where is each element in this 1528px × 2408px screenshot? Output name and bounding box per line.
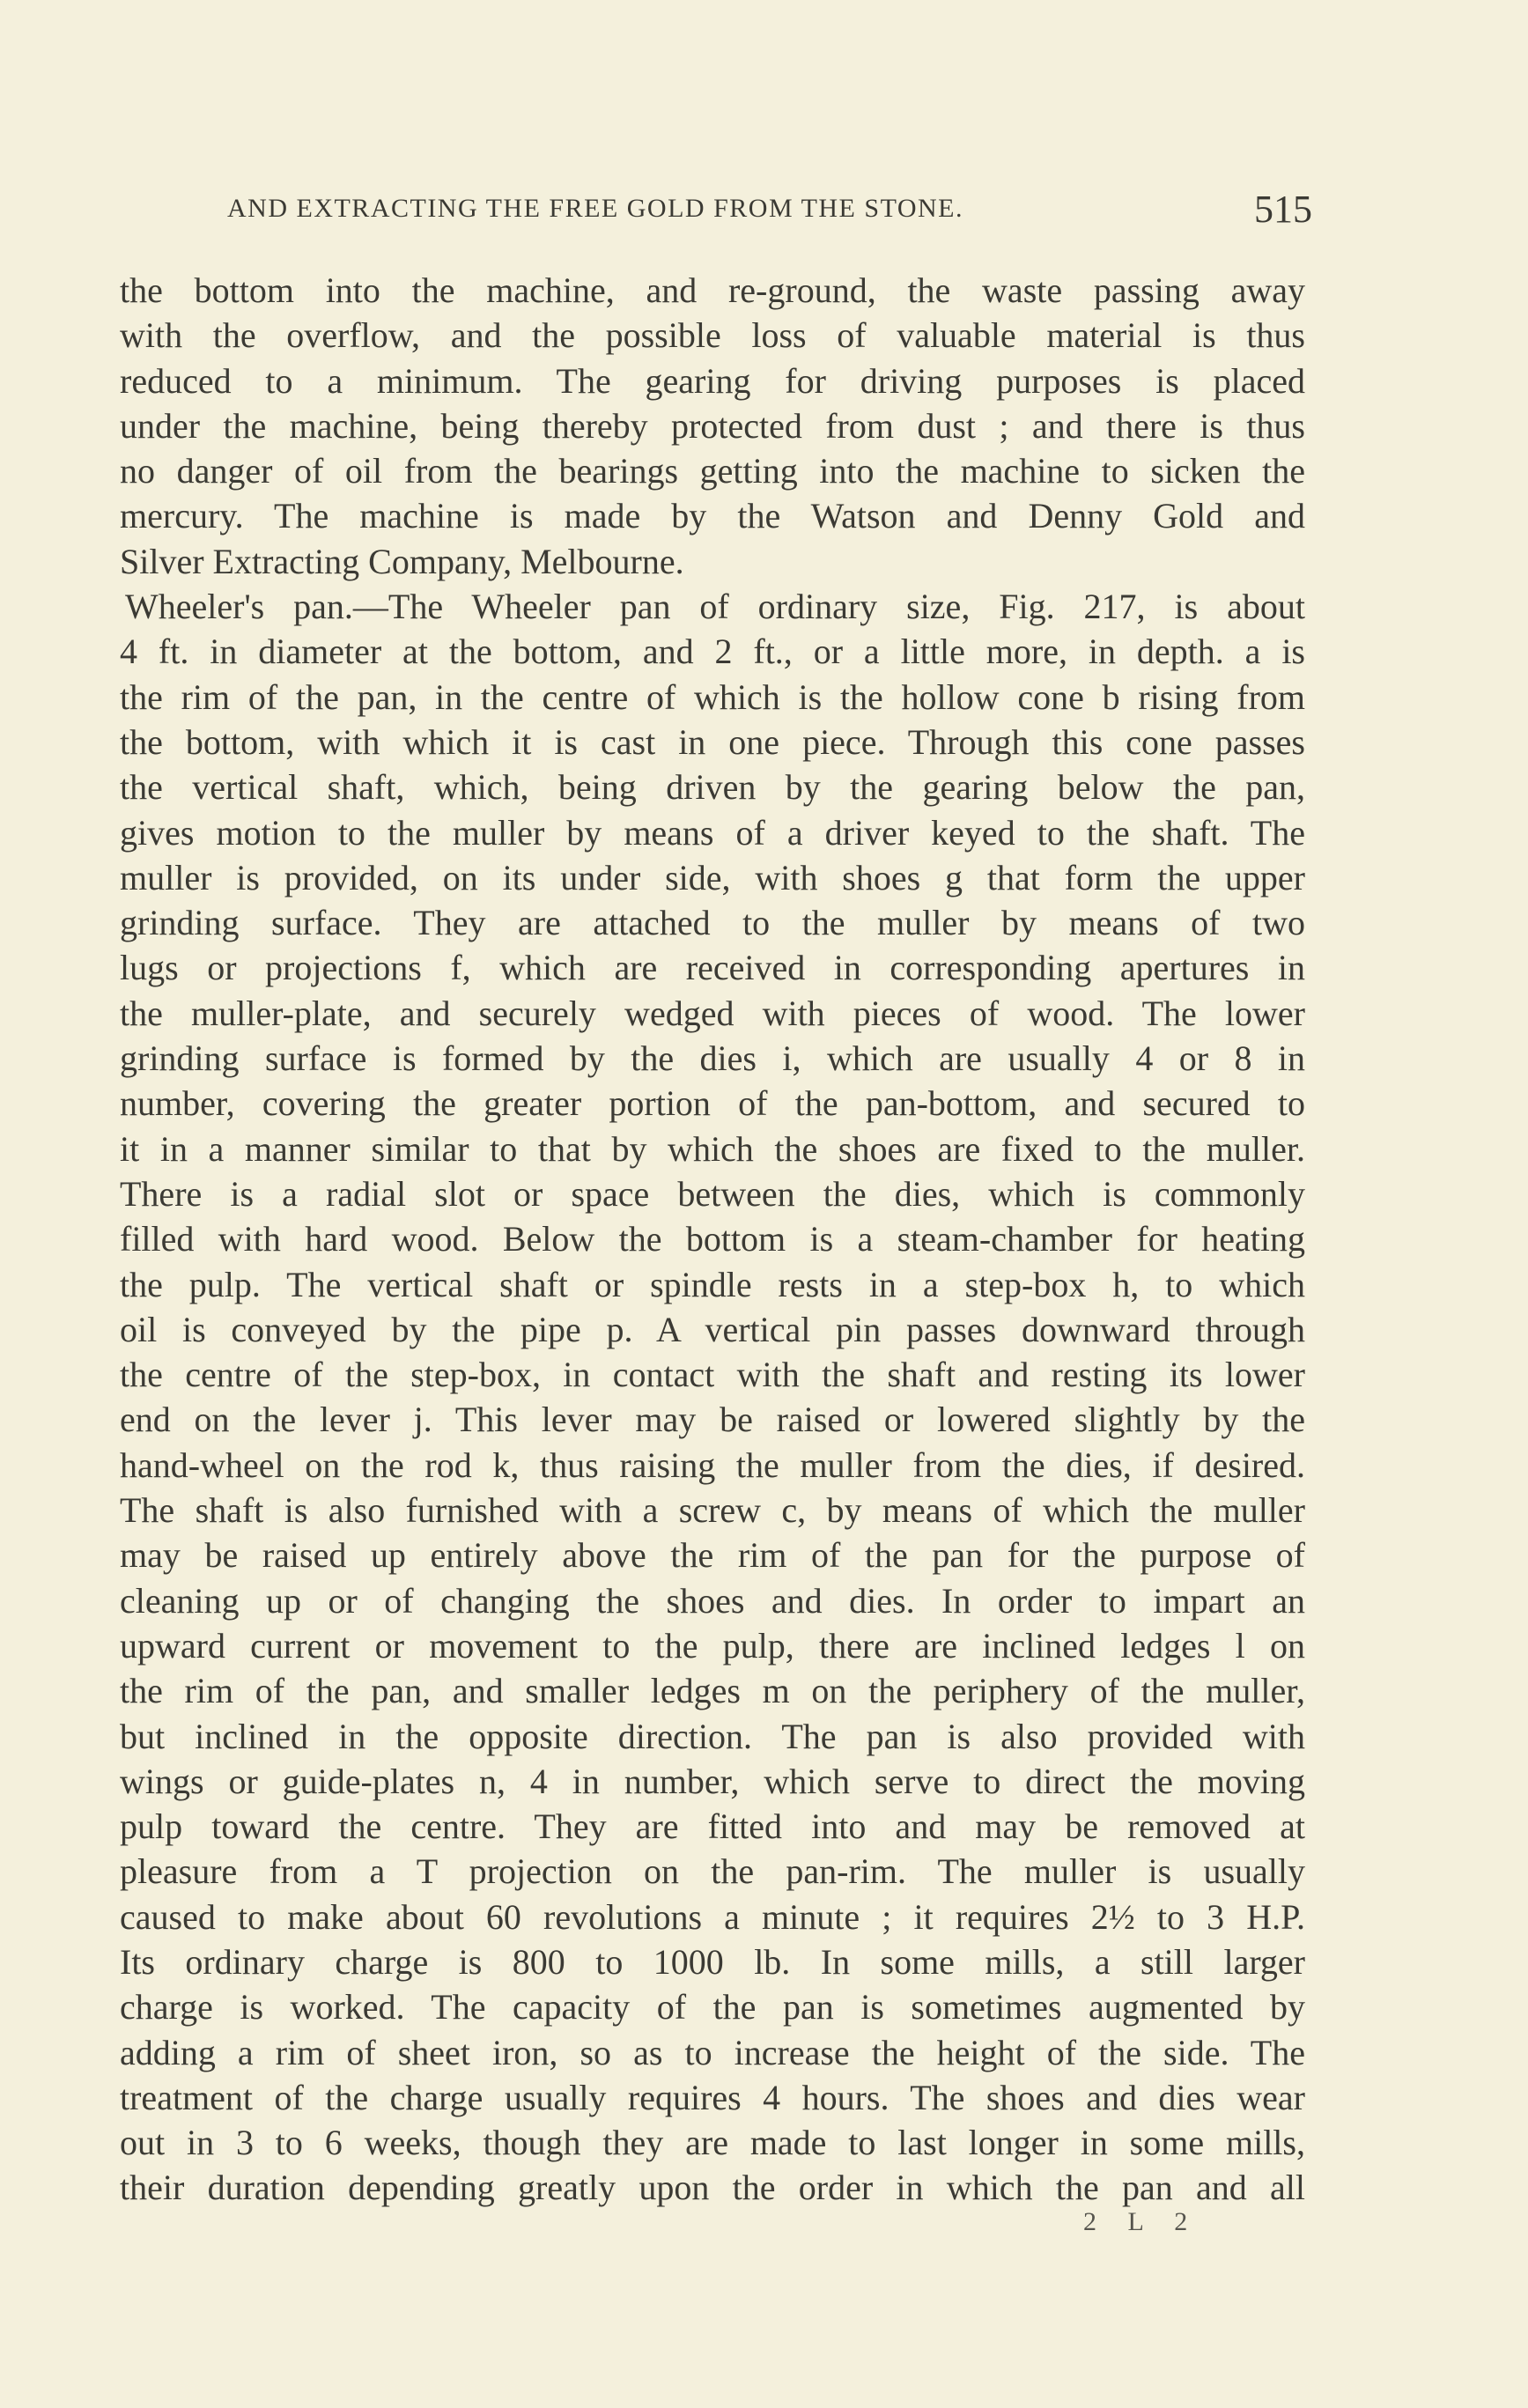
text-line: There is a radial slot or space between the dies, which is commonly [120,1173,1305,1214]
text-line: grinding surface. They are attached to the muller by means of two [120,903,1305,943]
text-line: with the overflow, and the possible loss of valuable material is thus [120,315,1305,356]
text-line: their duration depending greatly upon the order in which the pan and all [120,2168,1305,2208]
text-line: pulp toward the centre. They are fitted into and may be removed at [120,1806,1305,1847]
text-line: lugs or projections f, which are received in corresponding apertures in [120,948,1305,988]
signature-mark: 2 L 2 [1083,2207,1200,2236]
running-title: AND EXTRACTING THE FREE GOLD FROM THE STONE. [227,194,964,223]
text-line: treatment of the charge usually requires 4 hours. The shoes and dies wear [120,2077,1305,2117]
text-line: mercury. The machine is made by the Watson and Denny Gold and [120,496,1305,536]
text-line: under the machine, being thereby protected from dust ; and there is thus [120,405,1305,446]
text-line: reduced to a minimum. The gearing for driving purposes is placed [120,360,1305,401]
text-line: pleasure from a T projection on the pan-rim. The muller is usually [120,1851,1305,1892]
text-line: muller is provided, on its under side, with shoes g that form the upper [120,857,1305,897]
text-line: hand-wheel on the rod k, thus raising the muller from the dies, if desired. [120,1444,1305,1485]
text-line: charge is worked. The capacity of the pan is sometimes augmented by [120,1987,1305,2028]
text-line: end on the lever j. This lever may be raised or lowered slightly by the [120,1400,1305,1440]
text-line: cleaning up or of changing the shoes and dies. In order to impart an [120,1580,1305,1621]
text-line: filled with hard wood. Below the bottom is a steam-chamber for heating [120,1219,1305,1259]
text-line: out in 3 to 6 weeks, though they are made to last longer in some mills, [120,2123,1305,2163]
text-line: grinding surface is formed by the dies i, which are usually 4 or 8 in [120,1038,1305,1079]
text-line: caused to make about 60 revolutions a minute ; it requires 2½ to 3 H.P. [120,1896,1305,1937]
body-text [120,268,1305,2211]
text-line: oil is conveyed by the pipe p. A vertical pin passes downward through [120,1309,1305,1349]
text-line: it in a manner similar to that by which the shoes are fixed to the muller. [120,1128,1305,1169]
text-line: the vertical shaft, which, being driven by the gearing below the pan, [120,767,1305,808]
text-line: the bottom into the machine, and re-ground, the waste passing away [120,270,1305,310]
text-line: number, covering the greater portion of the pan-bottom, and secured to [120,1083,1305,1124]
text-line: Wheeler's pan.—The Wheeler pan of ordinary size, Fig. 217, is about [125,587,1305,627]
text-line: The shaft is also furnished with a screw c, by means of which the muller [120,1490,1305,1531]
text-line: the centre of the step-box, in contact with the shaft and resting its lower [120,1355,1305,1395]
text-line: Silver Extracting Company, Melbourne. [120,541,684,581]
text-line: gives motion to the muller by means of a driver keyed to the shaft. The [120,812,1305,853]
text-line: 4 ft. in diameter at the bottom, and 2 ft., or a little more, in depth. a is [120,632,1305,672]
text-line: the rim of the pan, and smaller ledges m on the periphery of the muller, [120,1671,1305,1711]
text-line: adding a rim of sheet iron, so as to increase the height of the side. The [120,2032,1305,2072]
text-line: the pulp. The vertical shaft or spindle rests in a step-box h, to which [120,1264,1305,1304]
text-line: may be raised up entirely above the rim of the pan for the purpose of [120,1535,1305,1576]
text-line: but inclined in the opposite direction. The pan is also provided with [120,1716,1305,1756]
text-line: upward current or movement to the pulp, there are inclined ledges l on [120,1625,1305,1666]
running-header [227,187,1312,240]
page-number: 515 [1254,188,1312,231]
text-line: the rim of the pan, in the centre of which is the hollow cone b rising from [120,676,1305,717]
text-line: the muller-plate, and securely wedged with pieces of wood. The lower [120,993,1305,1033]
text-line: no danger of oil from the bearings getting into the machine to sicken the [120,451,1305,491]
text-line: the bottom, with which it is cast in one piece. Through this cone passes [120,721,1305,762]
text-line: wings or guide-plates n, 4 in number, which serve to direct the moving [120,1761,1305,1801]
text-line: Its ordinary charge is 800 to 1000 lb. In some mills, a still larger [120,1941,1305,1982]
